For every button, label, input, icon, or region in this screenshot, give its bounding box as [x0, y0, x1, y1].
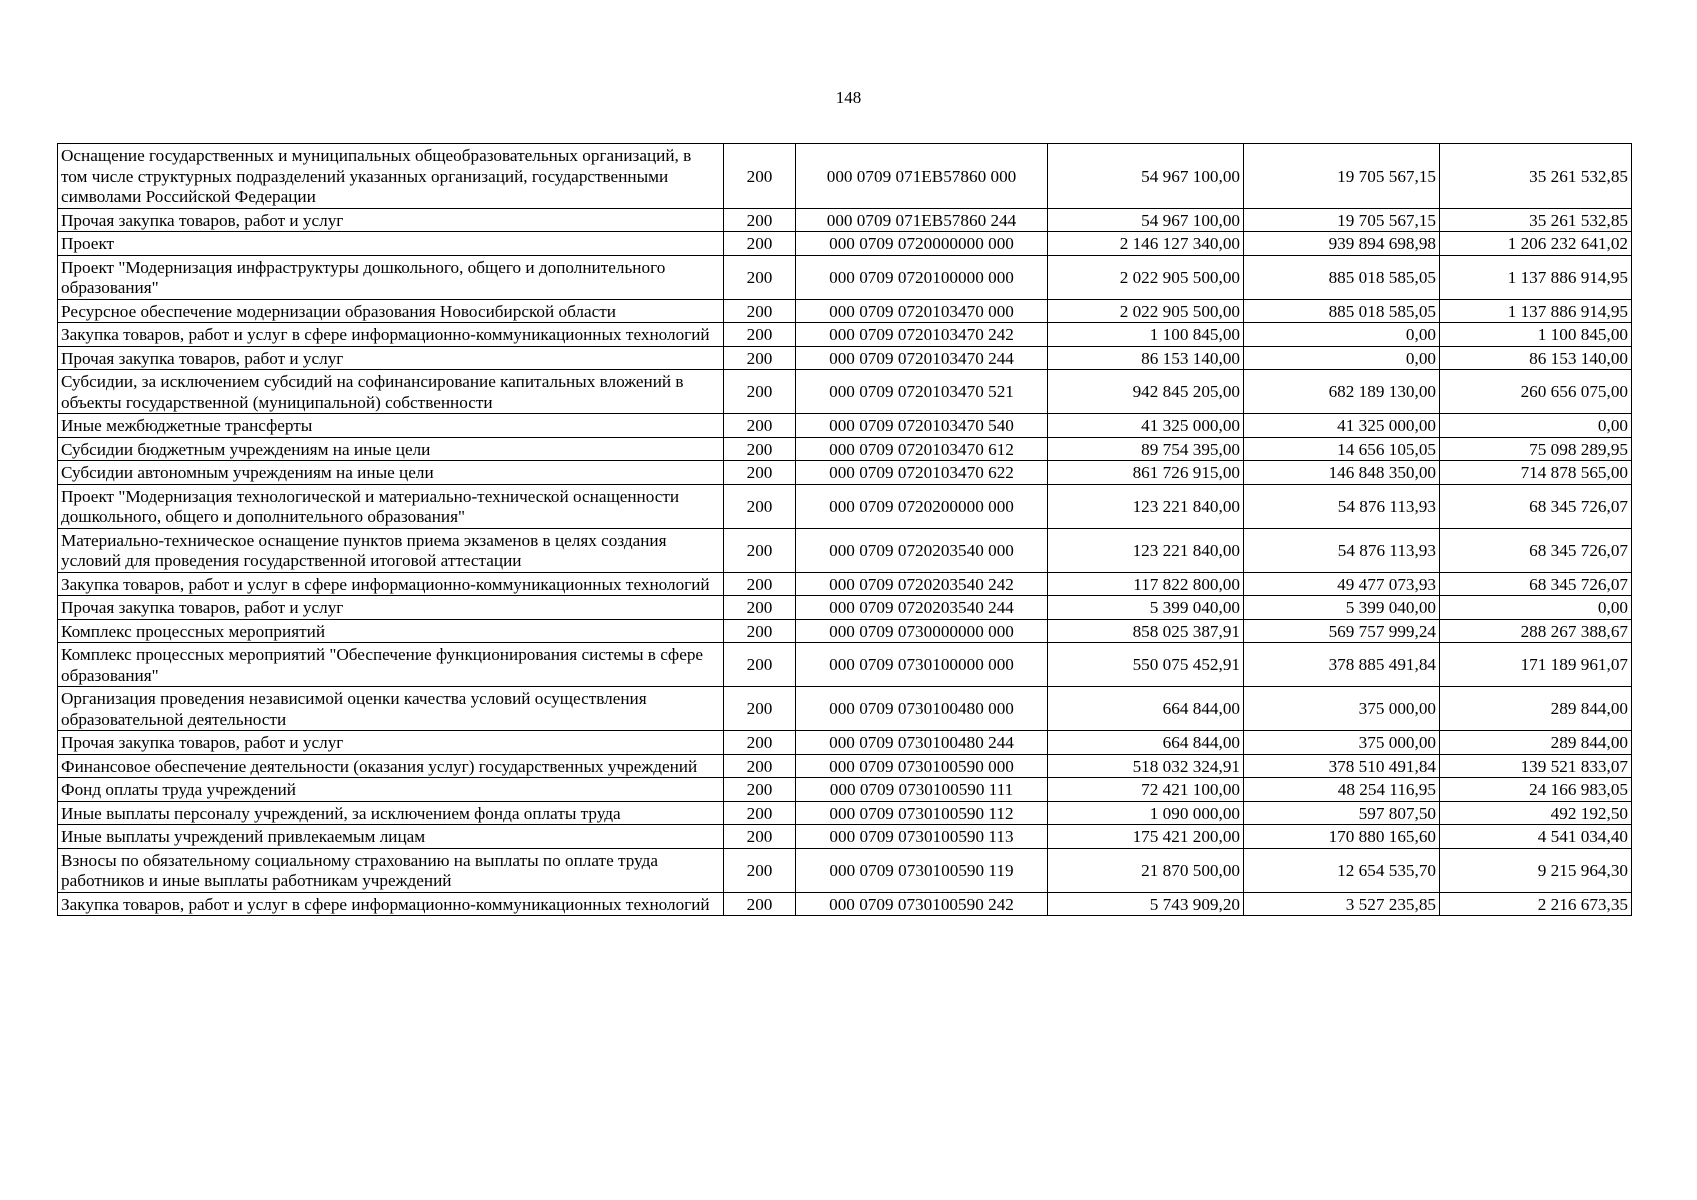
row-unexecuted-cell: 1 100 845,00 — [1440, 323, 1632, 347]
row-approved-cell: 942 845 205,00 — [1048, 370, 1244, 414]
row-name-cell: Комплекс процессных мероприятий "Обеспечение функционирования системы в сфере образования" — [58, 643, 724, 687]
table-row — [58, 323, 1632, 347]
table-row — [58, 528, 1632, 572]
row-approved-cell: 54 967 100,00 — [1048, 144, 1244, 209]
row-executed-cell: 597 807,50 — [1244, 801, 1440, 825]
row-classification-cell: 000 0709 0730000000 000 — [796, 619, 1048, 643]
row-approved-cell: 117 822 800,00 — [1048, 572, 1244, 596]
row-name-cell: Прочая закупка товаров, работ и услуг — [58, 346, 724, 370]
row-unexecuted-cell: 0,00 — [1440, 596, 1632, 620]
row-unexecuted-cell: 1 206 232 641,02 — [1440, 232, 1632, 256]
row-classification-cell: 000 0709 0720103470 521 — [796, 370, 1048, 414]
row-classification-cell: 000 0709 071EВ57860 000 — [796, 144, 1048, 209]
row-executed-cell: 569 757 999,24 — [1244, 619, 1440, 643]
row-name-cell: Ресурсное обеспечение модернизации образования Новосибирской области — [58, 299, 724, 323]
table-row — [58, 892, 1632, 916]
row-name-cell: Закупка товаров, работ и услуг в сфере информационно-коммуникационных технологий — [58, 323, 724, 347]
row-name-cell: Проект "Модернизация технологической и материально-технической оснащенности дошкольного, общего и дополнительного образования" — [58, 484, 724, 528]
row-name-cell: Субсидии автономным учреждениям на иные цели — [58, 461, 724, 485]
row-classification-cell: 000 0709 0730100000 000 — [796, 643, 1048, 687]
row-approved-cell: 664 844,00 — [1048, 687, 1244, 731]
row-executed-cell: 682 189 130,00 — [1244, 370, 1440, 414]
row-unexecuted-cell: 2 216 673,35 — [1440, 892, 1632, 916]
row-unexecuted-cell: 492 192,50 — [1440, 801, 1632, 825]
row-code-cell: 200 — [724, 437, 796, 461]
row-name-cell: Закупка товаров, работ и услуг в сфере информационно-коммуникационных технологий — [58, 892, 724, 916]
row-executed-cell: 5 399 040,00 — [1244, 596, 1440, 620]
row-approved-cell: 5 743 909,20 — [1048, 892, 1244, 916]
row-classification-cell: 000 0709 0730100590 111 — [796, 778, 1048, 802]
row-executed-cell: 378 885 491,84 — [1244, 643, 1440, 687]
row-approved-cell: 21 870 500,00 — [1048, 848, 1244, 892]
row-classification-cell: 000 0709 0720103470 242 — [796, 323, 1048, 347]
row-name-cell: Материально-техническое оснащение пунктов приема экзаменов в целях создания условий для проведения государственной итоговой аттестации — [58, 528, 724, 572]
row-unexecuted-cell: 288 267 388,67 — [1440, 619, 1632, 643]
row-code-cell: 200 — [724, 461, 796, 485]
row-code-cell: 200 — [724, 848, 796, 892]
row-code-cell: 200 — [724, 643, 796, 687]
row-approved-cell: 1 090 000,00 — [1048, 801, 1244, 825]
table-row — [58, 643, 1632, 687]
row-approved-cell: 2 146 127 340,00 — [1048, 232, 1244, 256]
row-approved-cell: 550 075 452,91 — [1048, 643, 1244, 687]
table-row — [58, 731, 1632, 755]
row-executed-cell: 49 477 073,93 — [1244, 572, 1440, 596]
row-name-cell: Проект "Модернизация инфраструктуры дошкольного, общего и дополнительного образования" — [58, 255, 724, 299]
row-executed-cell: 14 656 105,05 — [1244, 437, 1440, 461]
row-classification-cell: 000 0709 0720100000 000 — [796, 255, 1048, 299]
row-approved-cell: 518 032 324,91 — [1048, 754, 1244, 778]
row-unexecuted-cell: 289 844,00 — [1440, 687, 1632, 731]
row-classification-cell: 000 0709 0720103470 244 — [796, 346, 1048, 370]
row-classification-cell: 000 0709 0720203540 242 — [796, 572, 1048, 596]
row-unexecuted-cell: 714 878 565,00 — [1440, 461, 1632, 485]
row-classification-cell: 000 0709 0720103470 000 — [796, 299, 1048, 323]
row-classification-cell: 000 0709 0720203540 000 — [796, 528, 1048, 572]
row-unexecuted-cell: 86 153 140,00 — [1440, 346, 1632, 370]
row-executed-cell: 48 254 116,95 — [1244, 778, 1440, 802]
row-name-cell: Иные межбюджетные трансферты — [58, 414, 724, 438]
row-name-cell: Субсидии бюджетным учреждениям на иные цели — [58, 437, 724, 461]
row-code-cell: 200 — [724, 370, 796, 414]
table-row — [58, 255, 1632, 299]
row-executed-cell: 12 654 535,70 — [1244, 848, 1440, 892]
row-unexecuted-cell: 75 098 289,95 — [1440, 437, 1632, 461]
row-name-cell: Закупка товаров, работ и услуг в сфере информационно-коммуникационных технологий — [58, 572, 724, 596]
row-approved-cell: 89 754 395,00 — [1048, 437, 1244, 461]
row-executed-cell: 375 000,00 — [1244, 687, 1440, 731]
row-code-cell: 200 — [724, 346, 796, 370]
row-approved-cell: 41 325 000,00 — [1048, 414, 1244, 438]
row-classification-cell: 000 0709 0720000000 000 — [796, 232, 1048, 256]
table-row — [58, 208, 1632, 232]
row-name-cell: Проект — [58, 232, 724, 256]
row-name-cell: Фонд оплаты труда учреждений — [58, 778, 724, 802]
row-classification-cell: 000 0709 0730100590 000 — [796, 754, 1048, 778]
row-code-cell: 200 — [724, 323, 796, 347]
row-name-cell: Прочая закупка товаров, работ и услуг — [58, 596, 724, 620]
budget-execution-table — [57, 143, 1632, 916]
row-code-cell: 200 — [724, 619, 796, 643]
table-row — [58, 778, 1632, 802]
row-unexecuted-cell: 68 345 726,07 — [1440, 528, 1632, 572]
row-code-cell: 200 — [724, 232, 796, 256]
row-approved-cell: 72 421 100,00 — [1048, 778, 1244, 802]
row-code-cell: 200 — [724, 572, 796, 596]
row-executed-cell: 170 880 165,60 — [1244, 825, 1440, 849]
row-executed-cell: 885 018 585,05 — [1244, 255, 1440, 299]
row-code-cell: 200 — [724, 255, 796, 299]
row-code-cell: 200 — [724, 778, 796, 802]
row-executed-cell: 19 705 567,15 — [1244, 144, 1440, 209]
row-executed-cell: 0,00 — [1244, 346, 1440, 370]
row-code-cell: 200 — [724, 754, 796, 778]
row-classification-cell: 000 0709 0730100590 112 — [796, 801, 1048, 825]
row-unexecuted-cell: 4 541 034,40 — [1440, 825, 1632, 849]
row-approved-cell: 123 221 840,00 — [1048, 484, 1244, 528]
row-approved-cell: 858 025 387,91 — [1048, 619, 1244, 643]
row-classification-cell: 000 0709 0730100590 113 — [796, 825, 1048, 849]
row-executed-cell: 885 018 585,05 — [1244, 299, 1440, 323]
row-name-cell: Организация проведения независимой оценки качества условий осуществления образовательной деятельности — [58, 687, 724, 731]
row-approved-cell: 123 221 840,00 — [1048, 528, 1244, 572]
table-row — [58, 572, 1632, 596]
row-name-cell: Прочая закупка товаров, работ и услуг — [58, 208, 724, 232]
row-unexecuted-cell: 68 345 726,07 — [1440, 572, 1632, 596]
table-row — [58, 801, 1632, 825]
table-row — [58, 754, 1632, 778]
row-classification-cell: 000 0709 0720103470 612 — [796, 437, 1048, 461]
table-row — [58, 346, 1632, 370]
row-classification-cell: 000 0709 0720203540 244 — [796, 596, 1048, 620]
row-code-cell: 200 — [724, 731, 796, 755]
row-approved-cell: 86 153 140,00 — [1048, 346, 1244, 370]
row-approved-cell: 664 844,00 — [1048, 731, 1244, 755]
row-name-cell: Субсидии, за исключением субсидий на софинансирование капитальных вложений в объекты государственной (муниципальной) собственности — [58, 370, 724, 414]
row-name-cell: Взносы по обязательному социальному страхованию на выплаты по оплате труда работников и иные выплаты работникам учреждений — [58, 848, 724, 892]
row-classification-cell: 000 0709 071EВ57860 244 — [796, 208, 1048, 232]
row-unexecuted-cell: 1 137 886 914,95 — [1440, 299, 1632, 323]
row-name-cell: Прочая закупка товаров, работ и услуг — [58, 731, 724, 755]
row-approved-cell: 1 100 845,00 — [1048, 323, 1244, 347]
row-unexecuted-cell: 289 844,00 — [1440, 731, 1632, 755]
row-approved-cell: 2 022 905 500,00 — [1048, 255, 1244, 299]
row-classification-cell: 000 0709 0730100590 119 — [796, 848, 1048, 892]
row-unexecuted-cell: 9 215 964,30 — [1440, 848, 1632, 892]
row-classification-cell: 000 0709 0730100480 000 — [796, 687, 1048, 731]
row-classification-cell: 000 0709 0720103470 622 — [796, 461, 1048, 485]
row-approved-cell: 54 967 100,00 — [1048, 208, 1244, 232]
row-code-cell: 200 — [724, 892, 796, 916]
row-executed-cell: 375 000,00 — [1244, 731, 1440, 755]
row-unexecuted-cell: 35 261 532,85 — [1440, 208, 1632, 232]
row-approved-cell: 5 399 040,00 — [1048, 596, 1244, 620]
row-executed-cell: 0,00 — [1244, 323, 1440, 347]
row-code-cell: 200 — [724, 596, 796, 620]
row-executed-cell: 3 527 235,85 — [1244, 892, 1440, 916]
row-code-cell: 200 — [724, 687, 796, 731]
row-code-cell: 200 — [724, 299, 796, 323]
row-code-cell: 200 — [724, 484, 796, 528]
row-executed-cell: 939 894 698,98 — [1244, 232, 1440, 256]
row-code-cell: 200 — [724, 825, 796, 849]
row-approved-cell: 2 022 905 500,00 — [1048, 299, 1244, 323]
row-unexecuted-cell: 68 345 726,07 — [1440, 484, 1632, 528]
row-unexecuted-cell: 139 521 833,07 — [1440, 754, 1632, 778]
table-row — [58, 414, 1632, 438]
table-row — [58, 619, 1632, 643]
row-classification-cell: 000 0709 0730100480 244 — [796, 731, 1048, 755]
row-code-cell: 200 — [724, 144, 796, 209]
table-body — [58, 144, 1632, 916]
row-name-cell: Иные выплаты персоналу учреждений, за исключением фонда оплаты труда — [58, 801, 724, 825]
row-name-cell: Оснащение государственных и муниципальных общеобразовательных организаций, в том числе структурных подразделений указанных организаций, государственными символами Российской Федерации — [58, 144, 724, 209]
row-approved-cell: 175 421 200,00 — [1048, 825, 1244, 849]
table-row — [58, 687, 1632, 731]
table-row — [58, 484, 1632, 528]
row-name-cell: Финансовое обеспечение деятельности (оказания услуг) государственных учреждений — [58, 754, 724, 778]
row-unexecuted-cell: 1 137 886 914,95 — [1440, 255, 1632, 299]
row-executed-cell: 54 876 113,93 — [1244, 484, 1440, 528]
table-row — [58, 596, 1632, 620]
row-code-cell: 200 — [724, 528, 796, 572]
row-unexecuted-cell: 35 261 532,85 — [1440, 144, 1632, 209]
row-executed-cell: 41 325 000,00 — [1244, 414, 1440, 438]
row-approved-cell: 861 726 915,00 — [1048, 461, 1244, 485]
row-code-cell: 200 — [724, 208, 796, 232]
row-unexecuted-cell: 24 166 983,05 — [1440, 778, 1632, 802]
row-executed-cell: 146 848 350,00 — [1244, 461, 1440, 485]
row-code-cell: 200 — [724, 801, 796, 825]
row-unexecuted-cell: 171 189 961,07 — [1440, 643, 1632, 687]
row-executed-cell: 54 876 113,93 — [1244, 528, 1440, 572]
page-number: 148 — [835, 88, 862, 107]
row-executed-cell: 19 705 567,15 — [1244, 208, 1440, 232]
row-unexecuted-cell: 260 656 075,00 — [1440, 370, 1632, 414]
table-row — [58, 299, 1632, 323]
table-row — [58, 232, 1632, 256]
row-classification-cell: 000 0709 0730100590 242 — [796, 892, 1048, 916]
row-unexecuted-cell: 0,00 — [1440, 414, 1632, 438]
row-executed-cell: 378 510 491,84 — [1244, 754, 1440, 778]
row-classification-cell: 000 0709 0720200000 000 — [796, 484, 1048, 528]
table-row — [58, 461, 1632, 485]
row-code-cell: 200 — [724, 414, 796, 438]
row-classification-cell: 000 0709 0720103470 540 — [796, 414, 1048, 438]
table-row — [58, 370, 1632, 414]
row-name-cell: Комплекс процессных мероприятий — [58, 619, 724, 643]
table-row — [58, 825, 1632, 849]
row-name-cell: Иные выплаты учреждений привлекаемым лицам — [58, 825, 724, 849]
table-row — [58, 848, 1632, 892]
table-row — [58, 144, 1632, 209]
table-row — [58, 437, 1632, 461]
